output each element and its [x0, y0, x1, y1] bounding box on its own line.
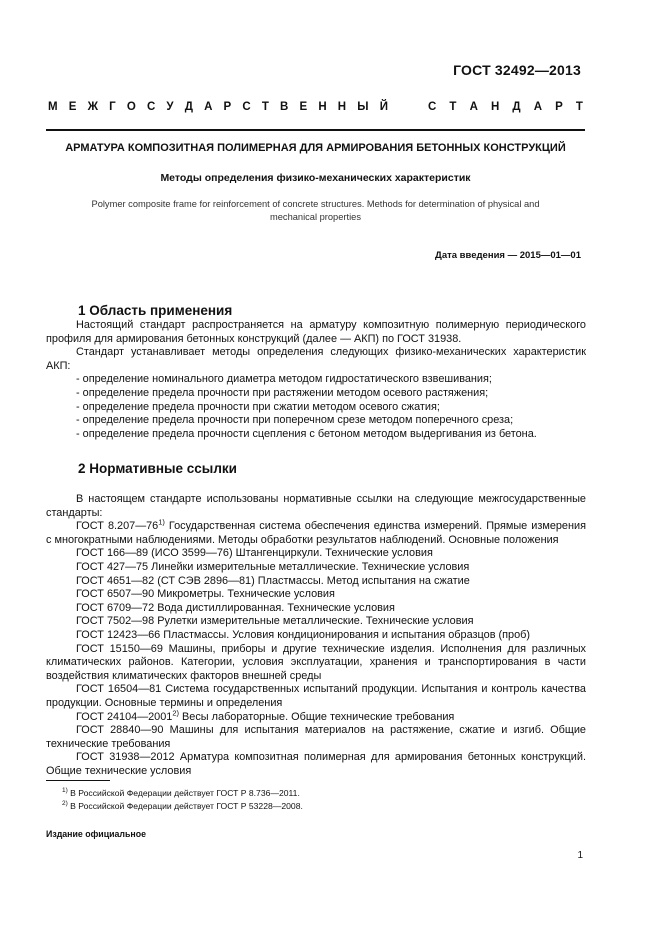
footnote-mark: 2)	[62, 799, 68, 807]
reference-title: Пластмассы. Условия кондиционирования и испытания образцов (проб)	[160, 628, 531, 641]
reference-title: Вода дистиллированная. Технические условия	[154, 601, 395, 614]
reference-item	[46, 575, 586, 589]
reference-code: ГОСТ 166—89 (ИСО 3599—76)	[76, 547, 233, 560]
reference-title: Государственная система обеспечения единства измерений. Прямые измерения с многократными наблюдениями. Методы обработки результатов наблюдений. Основные положения	[46, 520, 586, 546]
reference-title: Весы лабораторные. Общие технические требования	[179, 710, 455, 723]
reference-item	[46, 561, 586, 575]
reference-title: Машины, приборы и другие технические изделия. Исполнения для различных климатических районов. Категории, условия эксплуатации, хранения и транспортирования в части воздействия климатических факторов внешней среды	[46, 642, 586, 682]
introduction-date: Дата введения — 2015—01—01	[435, 250, 581, 261]
reference-code: ГОСТ 8.207—76	[76, 520, 159, 533]
reference-code: ГОСТ 7502—98	[76, 615, 155, 628]
reference-title: Пластмассы. Метод испытания на сжатие	[254, 574, 470, 587]
footnotes	[62, 787, 303, 812]
footnote-text: В Российской Федерации действует ГОСТ Р 8.736—2011.	[67, 788, 300, 798]
reference-code: ГОСТ 427—75	[76, 560, 149, 573]
reference-item	[46, 588, 586, 602]
reference-code: ГОСТ 15150—69	[76, 642, 163, 655]
reference-title: Арматура композитная полимерная для армирования бетонных конструкций. Общие технические условия	[46, 751, 586, 777]
section-2-heading: 2 Нормативные ссылки	[78, 461, 237, 476]
list-item: - определение предела прочности сцепления с бетоном методом выдергивания из бетона.	[76, 427, 537, 440]
section-1-heading: 1 Область применения	[78, 303, 233, 318]
banner-word-1: М Е Ж Г О С У Д А Р С Т В Е Н Н Ы Й	[48, 101, 388, 113]
edition-label: Издание официальное	[46, 829, 146, 839]
footnote-item	[62, 800, 303, 813]
reference-title: Система государственных испытаний продукции. Испытания и контроль качества продукции. Основные термины и определения	[46, 683, 586, 709]
list-item: - определение предела прочности при растяжении методом осевого растяжения;	[76, 386, 489, 399]
standard-banner	[48, 101, 583, 113]
reference-item	[46, 602, 586, 616]
reference-item	[46, 547, 586, 561]
document-title: АРМАТУРА КОМПОЗИТНАЯ ПОЛИМЕРНАЯ ДЛЯ АРМИРОВАНИЯ БЕТОННЫХ КОНСТРУКЦИЙ	[65, 142, 566, 154]
section-2-body	[46, 493, 586, 778]
list-item: - определение предела прочности при сжатии методом осевого сжатия;	[76, 400, 440, 413]
footnote-item	[62, 787, 303, 800]
reference-item	[46, 615, 586, 629]
footnote-text: В Российской Федерации действует ГОСТ Р 53228—2008.	[67, 800, 303, 811]
page-number: 1	[577, 850, 583, 861]
reference-title: Машины для испытания материалов на растяжение, сжатие и изгиб. Общие технические требования	[46, 724, 586, 750]
reference-title: Рулетки измерительные металлические. Технические условия	[154, 615, 474, 628]
section-2-intro: В настоящем стандарте использованы нормативные ссылки на следующие межгосударственные стандарты:	[46, 493, 586, 519]
english-title: Polymer composite frame for reinforcement of concrete structures. Methods for determination of physical and mechanical properties	[91, 199, 540, 222]
banner-word-2: С Т А Н Д А Р Т	[428, 101, 583, 113]
footnote-rule	[46, 780, 110, 781]
header-rule	[46, 129, 585, 131]
section-1-paragraph: Настоящий стандарт распространяется на арматуру композитную полимерную периодического профиля для армирования бетонных конструкций (далее — АКП) по ГОСТ 31938.	[46, 319, 586, 345]
normative-references-list	[46, 517, 586, 778]
footnote-marker: 2)	[172, 707, 180, 717]
document-code: ГОСТ 32492—2013	[453, 62, 581, 78]
reference-code: ГОСТ 16504—81	[76, 683, 162, 696]
reference-item	[46, 643, 586, 684]
reference-title: Микрометры. Технические условия	[154, 588, 335, 601]
document-subtitle: Методы определения физико-механических характеристик	[160, 172, 471, 184]
reference-item	[46, 751, 586, 778]
reference-code: ГОСТ 31938—2012	[76, 751, 175, 764]
footnote-mark: 1)	[62, 787, 68, 795]
reference-code: ГОСТ 6507—90	[76, 588, 155, 601]
list-item: - определение номинального диаметра методом гидростатического взвешивания;	[76, 373, 492, 386]
reference-item	[46, 707, 586, 725]
reference-item	[46, 517, 586, 547]
section-1-paragraph: Стандарт устанавливает методы определения следующих физико-механических характеристик АКП:	[46, 346, 586, 372]
reference-item	[46, 724, 586, 751]
reference-code: ГОСТ 28840—90	[76, 724, 164, 737]
reference-item	[46, 629, 586, 643]
reference-code: ГОСТ 6709—72	[76, 601, 155, 614]
reference-code: ГОСТ 4651—82 (СТ СЭВ 2896—81)	[76, 574, 255, 587]
list-item: - определение предела прочности при поперечном срезе методом поперечного среза;	[76, 414, 514, 427]
section-1-body	[46, 319, 586, 441]
reference-title: Линейки измерительные металлические. Технические условия	[148, 560, 470, 573]
reference-code: ГОСТ 12423—66	[76, 628, 161, 641]
footnote-marker: 1)	[158, 517, 165, 527]
reference-title: Штангенциркули. Технические условия	[232, 547, 433, 560]
reference-code: ГОСТ 24104—2001	[76, 710, 173, 723]
reference-item	[46, 683, 586, 710]
